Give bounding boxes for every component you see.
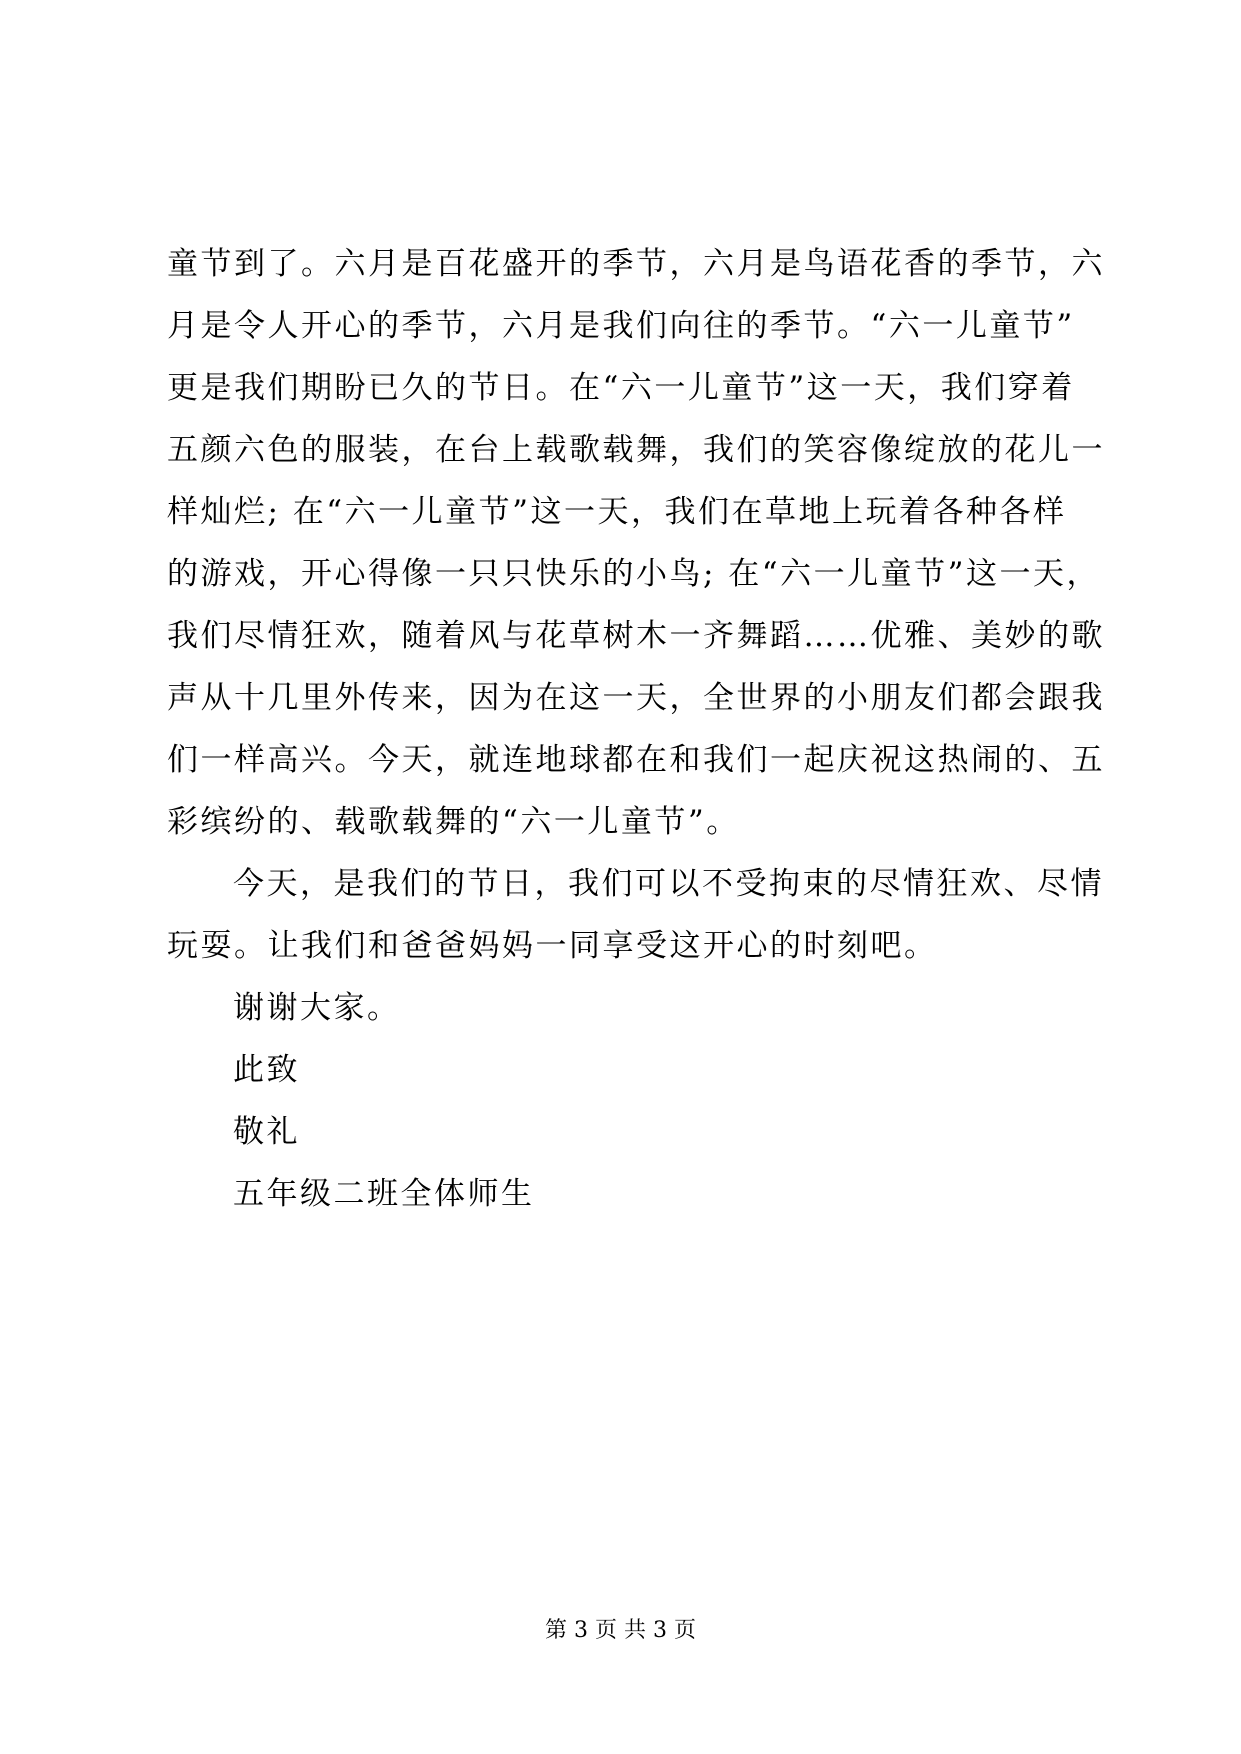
paragraph-line: 我们尽情狂欢，随着风与花草树木一齐舞蹈……优雅、美妙的歌 xyxy=(167,618,1105,654)
thanks-line: 谢谢大家。 xyxy=(233,990,401,1026)
paragraph-line: 五颜六色的服装，在台上载歌载舞，我们的笑容像绽放的花儿一 xyxy=(167,432,1105,468)
page-number-footer: 第 3 页 共 3 页 xyxy=(545,1618,696,1643)
paragraph-line: 的游戏，开心得像一只只快乐的小鸟; 在“六一儿童节”这一天， xyxy=(167,556,1100,592)
closing-line: 此致 xyxy=(233,1052,300,1088)
letter-body xyxy=(167,233,1105,1225)
paragraph-line: 月是令人开心的季节，六月是我们向往的季节。“六一儿童节” xyxy=(167,308,1075,344)
paragraph-line: 们一样高兴。今天，就连地球都在和我们一起庆祝这热闹的、五 xyxy=(167,742,1105,778)
paragraph-line: 声从十几里外传来，因为在这一天，全世界的小朋友们都会跟我 xyxy=(167,680,1105,716)
signature-line: 五年级二班全体师生 xyxy=(233,1176,535,1212)
paragraph-line: 今天，是我们的节日，我们可以不受拘束的尽情狂欢、尽情 xyxy=(233,866,1104,902)
paragraph-line: 更是我们期盼已久的节日。在“六一儿童节”这一天，我们穿着 xyxy=(167,370,1075,406)
paragraph-line: 玩耍。让我们和爸爸妈妈一同享受这开心的时刻吧。 xyxy=(167,928,938,964)
paragraph-line: 童节到了。六月是百花盛开的季节，六月是鸟语花香的季节，六 xyxy=(167,246,1105,282)
closing-line: 敬礼 xyxy=(233,1114,300,1150)
paragraph-line: 样灿烂; 在“六一儿童节”这一天，我们在草地上玩着各种各样 xyxy=(167,494,1067,530)
paragraph-line: 彩缤纷的、载歌载舞的“六一儿童节”。 xyxy=(167,804,740,840)
